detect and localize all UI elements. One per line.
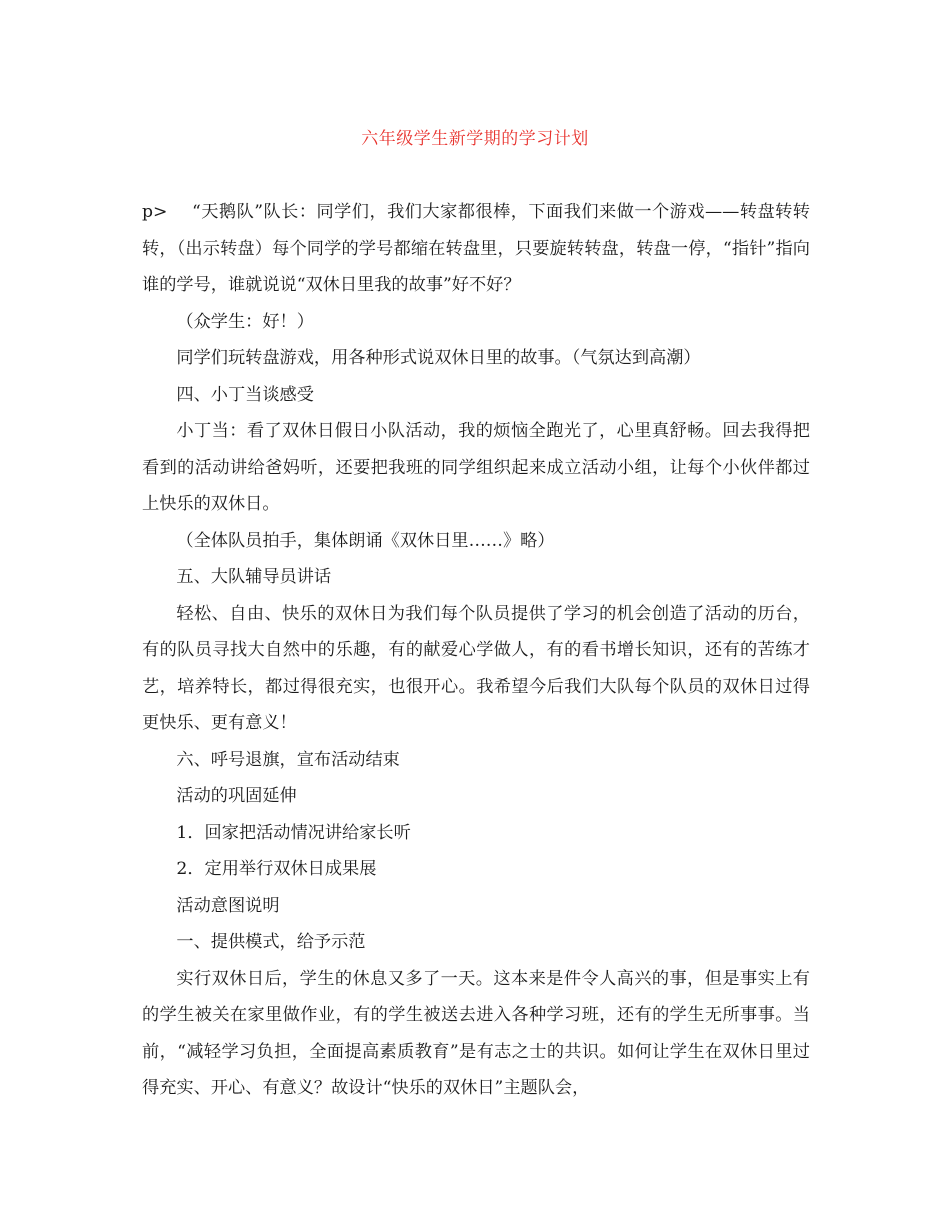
section-heading: 活动的巩固延伸 <box>176 786 297 806</box>
paragraph: 小丁当：看了双休日假日小队活动，我的烦恼全跑光了，心里真舒畅。回去我得把看到的活动讲给爸妈听，还要把我班的同学组织起来成立活动小组，让每个小伙伴都过上快乐的双休日。 <box>142 421 810 514</box>
section-heading: 五、大队辅导员讲话 <box>176 567 332 587</box>
paragraph: （众学生：好！） <box>176 311 314 332</box>
section-heading: 四、小丁当谈感受 <box>176 384 314 405</box>
paragraph: 同学们玩转盘游戏，用各种形式说双休日里的故事。（气氛达到高潮） <box>176 348 701 368</box>
paragraph-text: “天鹅队”队长：同学们，我们大家都很棒，下面我们来做一个游戏——转盘转转转，（出示转盘）每个同学的学号都缩在转盘里，只要旋转转盘，转盘一停，“指针”指向谁的学号，谁就说说“双休日里我的故事”好不好？ <box>142 202 810 295</box>
document-title: 六年级学生新学期的学习计划 <box>361 129 589 149</box>
paragraph: （全体队员拍手，集体朗诵《双休日里……》略） <box>176 530 555 551</box>
section-heading: 活动意图说明 <box>176 895 280 916</box>
paragraph <box>142 194 810 304</box>
document-body <box>142 194 810 1107</box>
paragraph-prefix: p> <box>142 202 168 222</box>
paragraph: 实行双休日后，学生的休息又多了一天。这本来是件令人高兴的事，但是事实上有的学生被关在家里做作业，有的学生被送去进入各种学习班，还有的学生无所事事。当前，“减轻学习负担，全面提高素质教育”是有志之士的共识。如何让学生在双休日里过得充实、开心、有意义？故设计“快乐的双休日”主题队会， <box>142 968 810 1098</box>
section-heading: 一、提供模式，给予示范 <box>176 932 366 952</box>
paragraph: 轻松、自由、快乐的双休日为我们每个队员提供了学习的机会创造了活动的历台，有的队员寻找大自然中的乐趣，有的献爱心学做人，有的看书增长知识，还有的苦练才艺，培养特长，都过得很充实，也很开心。我希望今后我们大队每个队员的双休日过得更快乐、更有意义！ <box>142 603 810 733</box>
section-heading: 六、呼号退旗，宣布活动结束 <box>176 749 400 770</box>
list-item: 2．定用举行双休日成果展 <box>176 859 377 879</box>
list-item: 1．回家把活动情况讲给家长听 <box>176 822 411 843</box>
